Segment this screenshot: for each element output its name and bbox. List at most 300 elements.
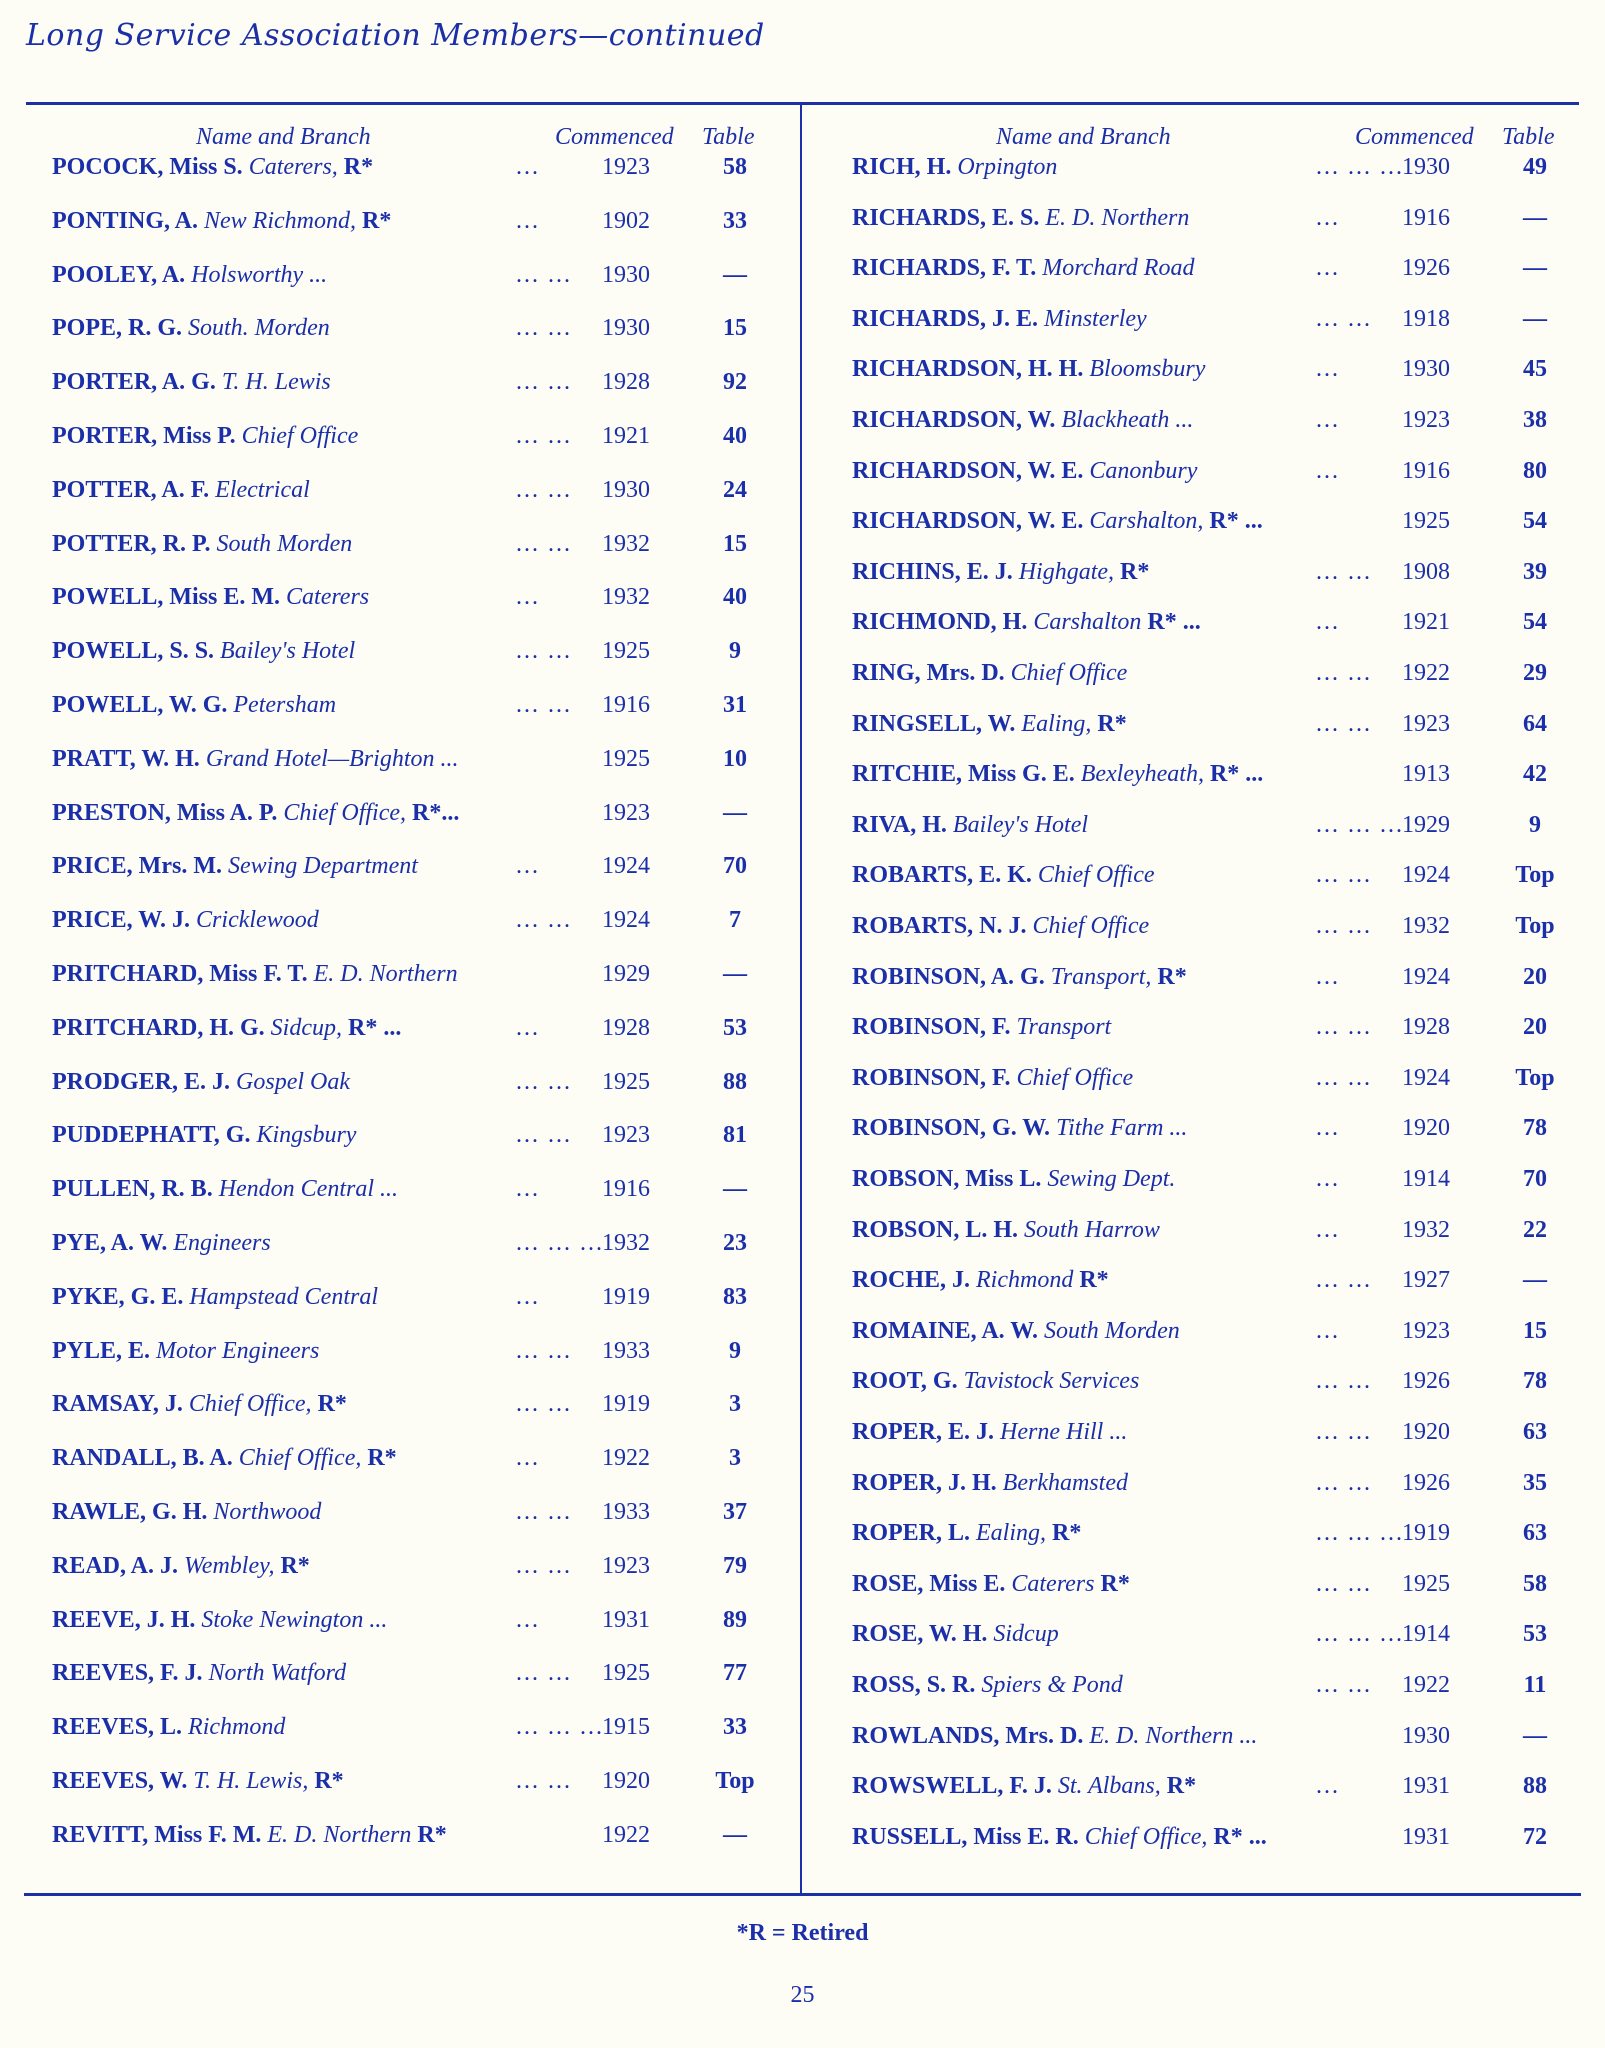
table-number: 54: [1523, 508, 1547, 535]
member-row: [800, 458, 1580, 494]
member-row: [800, 660, 1580, 696]
member-name-branch: [852, 508, 1263, 535]
member-row: [0, 531, 780, 567]
member-branch: Orpington: [957, 154, 1058, 180]
member-branch: Richmond: [976, 1267, 1074, 1294]
header-name-branch: Name and Branch: [996, 124, 1171, 150]
retired-marker: R*: [1166, 1773, 1197, 1800]
member-name: ROPER, J. H.: [852, 1469, 997, 1496]
header-name-branch: Name and Branch: [196, 124, 371, 150]
member-name: ROCHE, J.: [852, 1267, 971, 1294]
table-number: 53: [723, 1014, 747, 1041]
member-row: [0, 369, 780, 405]
member-name-branch: [852, 458, 1197, 485]
table-number: 15: [723, 530, 747, 557]
retired-marker: R*: [314, 1768, 344, 1794]
table-number: 78: [1523, 1115, 1547, 1142]
leader-dots: ...: [516, 1606, 540, 1633]
member-name: RICHARDSON, W. E.: [852, 508, 1084, 535]
member-name: PRICE, Mrs. M.: [52, 853, 222, 880]
member-row: [800, 1014, 1580, 1050]
table-number: Top: [715, 1768, 755, 1794]
member-branch: Chief Office: [1016, 1064, 1134, 1091]
member-row: [800, 1621, 1580, 1657]
member-row: [0, 961, 780, 997]
commenced-year: 1919: [602, 1283, 650, 1310]
member-name-branch: [52, 1822, 447, 1849]
commenced-year: 1933: [602, 1499, 650, 1525]
retired-marker: R*: [1157, 963, 1187, 990]
member-name-branch: [852, 1166, 1175, 1193]
member-branch: South Morden: [216, 530, 353, 557]
commenced-year: 1922: [602, 1821, 650, 1848]
member-row: [800, 913, 1580, 949]
commenced-year: 1925: [602, 1068, 650, 1095]
member-branch: Berkhamsted: [1002, 1469, 1128, 1496]
member-name: PRESTON, Miss A. P.: [52, 799, 278, 826]
member-name-branch: [852, 660, 1127, 687]
leader-dots: ... ...: [516, 692, 572, 718]
table-number: 40: [723, 423, 747, 449]
commenced-year: 1930: [1402, 154, 1450, 180]
table-number: 3: [729, 1391, 741, 1418]
leader-dots: ...: [1316, 1115, 1340, 1142]
leader-dots: ...: [1316, 204, 1340, 231]
table-number: 42: [1523, 761, 1547, 788]
member-name: RICH, H.: [852, 154, 952, 180]
member-row: [0, 853, 780, 889]
commenced-year: 1923: [602, 799, 650, 826]
commenced-year: 1925: [602, 1660, 650, 1687]
commenced-year: 1926: [1402, 1368, 1450, 1395]
member-name: REEVES, F. J.: [52, 1660, 203, 1687]
member-name: RICHARDSON, W. E.: [852, 457, 1084, 484]
member-branch: St. Albans,: [1057, 1773, 1161, 1800]
member-name: ROSE, Miss E.: [852, 1570, 1006, 1597]
member-row: [800, 1368, 1580, 1404]
member-name-branch: [52, 746, 458, 773]
member-row: [800, 964, 1580, 1000]
member-name-branch: [852, 1773, 1196, 1800]
table-number: 9: [729, 1337, 741, 1364]
member-name: POWELL, Miss E. M.: [52, 584, 281, 611]
retired-marker: R* ...: [348, 1014, 402, 1041]
leader-dots: ... ...: [516, 1660, 572, 1687]
leader-dots: ... ...: [516, 1122, 572, 1149]
commenced-year: 1914: [1402, 1166, 1450, 1192]
member-row: [800, 407, 1580, 443]
commenced-year: 1902: [602, 207, 650, 234]
table-number: 20: [1523, 963, 1547, 990]
member-row: [800, 1824, 1580, 1860]
member-branch: New Richmond,: [204, 207, 356, 234]
member-branch: Hendon Central ...: [218, 1176, 399, 1203]
member-name: ROBINSON, G. W.: [852, 1115, 1051, 1142]
member-branch: Herne Hill ...: [1000, 1419, 1128, 1445]
commenced-year: 1924: [1402, 862, 1450, 889]
member-name-branch: [52, 1122, 356, 1149]
member-branch: Chief Office,: [1084, 1823, 1208, 1850]
commenced-year: 1928: [1402, 1014, 1450, 1041]
member-branch: E. D. Northern: [1045, 204, 1190, 231]
member-name: POWELL, W. G.: [52, 692, 228, 718]
member-row: [0, 208, 780, 244]
commenced-year: 1922: [1402, 660, 1450, 686]
member-name-branch: [852, 1217, 1160, 1244]
table-number: 88: [1523, 1773, 1547, 1800]
member-branch: Gospel Oak: [236, 1068, 350, 1095]
leader-dots: ... ...: [1316, 862, 1372, 889]
table-number: 33: [723, 207, 747, 234]
leader-dots: ...: [516, 1283, 540, 1310]
commenced-year: 1920: [1402, 1419, 1450, 1445]
table-number: 64: [1523, 710, 1547, 737]
member-row: [800, 862, 1580, 898]
retired-marker: R*: [280, 1552, 310, 1579]
member-name-branch: [52, 1445, 397, 1472]
member-name: ROWLANDS, Mrs. D.: [852, 1722, 1084, 1749]
commenced-year: 1923: [1402, 407, 1450, 433]
member-row: [0, 746, 780, 782]
member-name-branch: [852, 1419, 1127, 1446]
member-name-branch: [852, 407, 1193, 434]
member-name: PRICE, W. J.: [52, 907, 191, 934]
member-name: RUSSELL, Miss E. R.: [852, 1823, 1079, 1850]
commenced-year: 1922: [1402, 1672, 1450, 1698]
table-number: —: [1523, 1267, 1547, 1294]
member-row: [0, 1284, 780, 1320]
retired-marker: R*: [1052, 1520, 1082, 1547]
member-row: [0, 1015, 780, 1051]
member-name: RANDALL, B. A.: [52, 1445, 233, 1472]
member-row: [800, 1672, 1580, 1708]
member-branch: Tavistock Services: [963, 1368, 1140, 1395]
member-name: REEVE, J. H.: [52, 1606, 196, 1633]
table-number: 3: [729, 1445, 741, 1472]
member-branch: T. H. Lewis,: [193, 1768, 309, 1794]
member-row: [0, 423, 780, 459]
table-number: 70: [723, 853, 747, 880]
member-name-branch: [52, 1176, 398, 1203]
member-name-branch: [52, 584, 369, 611]
commenced-year: 1922: [602, 1445, 650, 1472]
member-name-branch: [52, 1660, 346, 1687]
member-name-branch: [52, 1499, 321, 1526]
member-name: POCOCK, Miss S.: [52, 154, 243, 180]
header-table: Table: [1502, 124, 1555, 150]
table-number: —: [723, 961, 747, 987]
commenced-year: 1913: [1402, 761, 1450, 788]
table-number: 72: [1523, 1823, 1547, 1850]
member-name: RING, Mrs. D.: [852, 660, 1005, 686]
leader-dots: ... ... ...: [516, 1230, 604, 1256]
member-row: [800, 609, 1580, 645]
member-name: ROPER, L.: [852, 1520, 971, 1547]
member-row: [800, 1267, 1580, 1303]
leader-dots: ... ...: [516, 261, 572, 288]
member-name: PYLE, E.: [52, 1337, 151, 1364]
table-number: 81: [723, 1122, 747, 1149]
leader-dots: ... ...: [516, 315, 572, 342]
commenced-year: 1925: [1402, 508, 1450, 535]
retired-marker: R*: [1100, 1570, 1130, 1597]
retired-marker: R*: [417, 1821, 447, 1848]
commenced-year: 1914: [1402, 1621, 1450, 1648]
table-number: 78: [1523, 1368, 1547, 1395]
member-row: [0, 1499, 780, 1535]
member-branch: Chief Office,: [188, 1391, 312, 1418]
member-name: POTTER, R. P.: [52, 530, 211, 557]
commenced-year: 1923: [602, 1552, 650, 1579]
commenced-year: 1924: [1402, 1064, 1450, 1091]
member-branch: Cricklewood: [196, 907, 319, 934]
member-name: POTTER, A. F.: [52, 476, 210, 503]
leader-dots: ... ...: [516, 1552, 572, 1579]
member-name-branch: [52, 531, 352, 558]
member-name-branch: [852, 1014, 1111, 1041]
member-branch: Hampstead Central: [189, 1283, 379, 1310]
member-name-branch: [852, 306, 1147, 333]
member-name-branch: [852, 205, 1189, 232]
table-number: 88: [723, 1068, 747, 1095]
member-branch: Wembley,: [184, 1552, 275, 1579]
table-number: 24: [723, 476, 747, 503]
member-row: [800, 1773, 1580, 1809]
member-name-branch: [52, 154, 373, 181]
member-branch: Petersham: [233, 692, 337, 718]
leader-dots: ...: [1316, 609, 1340, 636]
retired-marker: R* ...: [1209, 508, 1263, 535]
table-number: 40: [723, 584, 747, 611]
member-name-branch: [52, 1391, 347, 1418]
leader-dots: ... ...: [1316, 558, 1372, 585]
top-rule: [26, 102, 1579, 105]
member-name-branch: [852, 1267, 1109, 1294]
member-name-branch: [852, 1318, 1180, 1345]
member-row: [800, 1115, 1580, 1151]
member-name-branch: [52, 1015, 401, 1042]
leader-dots: ... ... ...: [1316, 811, 1404, 838]
leader-dots: ... ...: [516, 423, 572, 449]
member-name-branch: [52, 1714, 285, 1741]
member-name: RICHARDS, E. S.: [852, 204, 1040, 231]
table-number: Top: [1515, 1064, 1555, 1091]
commenced-year: 1923: [1402, 710, 1450, 737]
member-branch: Carshalton: [1033, 609, 1142, 636]
member-name-branch: [52, 1338, 319, 1365]
member-branch: Caterers,: [248, 154, 338, 180]
member-name: PRITCHARD, H. G.: [52, 1014, 265, 1041]
leader-dots: ...: [516, 154, 540, 180]
member-name: ROOT, G.: [852, 1368, 958, 1395]
member-branch: Carshalton,: [1089, 508, 1204, 535]
table-number: 10: [723, 745, 747, 772]
commenced-year: 1920: [1402, 1115, 1450, 1142]
commenced-year: 1924: [602, 853, 650, 880]
member-branch: E. D. Northern ...: [1089, 1722, 1258, 1749]
leader-dots: ...: [516, 1176, 540, 1203]
leader-dots: ... ...: [1316, 1419, 1372, 1445]
member-row: [800, 205, 1580, 241]
commenced-year: 1932: [602, 1230, 650, 1256]
retired-marker: R* ...: [1147, 609, 1201, 636]
member-name: PULLEN, R. B.: [52, 1176, 213, 1203]
table-number: —: [723, 1176, 747, 1203]
table-number: 33: [723, 1714, 747, 1741]
leader-dots: ... ...: [516, 638, 572, 665]
table-number: —: [1523, 1722, 1547, 1749]
member-name: POWELL, S. S.: [52, 638, 215, 665]
member-name: REVITT, Miss F. M.: [52, 1821, 262, 1848]
member-row: [0, 907, 780, 943]
member-row: [800, 154, 1580, 190]
leader-dots: ... ... ...: [516, 1714, 604, 1741]
member-name: PYKE, G. E.: [52, 1283, 184, 1310]
member-branch: Northwood: [213, 1499, 322, 1525]
member-name: PONTING, A.: [52, 207, 199, 234]
member-row: [0, 638, 780, 674]
member-row: [800, 1419, 1580, 1455]
table-number: 31: [723, 692, 747, 718]
table-number: 89: [723, 1606, 747, 1633]
leader-dots: ... ...: [1316, 1469, 1372, 1496]
leader-dots: ... ...: [1316, 305, 1372, 332]
member-branch: E. D. Northern: [267, 1821, 412, 1848]
leader-dots: ... ...: [516, 907, 572, 934]
member-name-branch: [852, 356, 1205, 383]
commenced-year: 1932: [1402, 1216, 1450, 1243]
commenced-year: 1919: [602, 1391, 650, 1418]
retired-marker: R* ...: [1213, 1823, 1267, 1850]
member-name: REEVES, L.: [52, 1714, 183, 1741]
member-row: [0, 584, 780, 620]
commenced-year: 1918: [1402, 305, 1450, 332]
member-name: ROMAINE, A. W.: [852, 1317, 1039, 1344]
member-name: ROBSON, Miss L.: [852, 1166, 1042, 1192]
member-name: RINGSELL, W.: [852, 710, 1016, 737]
member-branch: Sewing Dept.: [1047, 1166, 1176, 1192]
member-row: [0, 1176, 780, 1212]
member-branch: Ealing,: [1021, 710, 1092, 737]
member-name: ROBINSON, A. G.: [852, 963, 1045, 990]
member-branch: Chief Office: [1010, 660, 1128, 686]
member-row: [0, 1069, 780, 1105]
member-name: PUDDEPHATT, G.: [52, 1122, 251, 1149]
member-name: RIVA, H.: [852, 811, 947, 838]
leader-dots: ... ... ...: [1316, 1520, 1404, 1547]
retired-marker: R*: [1079, 1267, 1109, 1294]
commenced-year: 1931: [602, 1606, 650, 1633]
member-row: [800, 1520, 1580, 1556]
leader-dots: ...: [1316, 1216, 1340, 1243]
member-name-branch: [852, 913, 1149, 940]
member-branch: T. H. Lewis: [221, 369, 331, 396]
member-row: [800, 812, 1580, 848]
member-name: PRATT, W. H.: [52, 745, 200, 772]
table-number: 38: [1523, 407, 1547, 433]
leader-dots: ...: [516, 1445, 540, 1472]
table-number: —: [1523, 305, 1547, 332]
leader-dots: ... ... ...: [1316, 154, 1404, 180]
leader-dots: ... ...: [1316, 1267, 1372, 1294]
member-name-branch: [52, 1607, 387, 1634]
member-name: ROSS, S. R.: [852, 1672, 976, 1698]
member-name-branch: [852, 1621, 1059, 1648]
leader-dots: ... ...: [1316, 660, 1372, 686]
member-name: RICHINS, E. J.: [852, 558, 1013, 585]
member-name: RICHARDS, F. T.: [852, 255, 1037, 282]
member-name-branch: [52, 477, 310, 504]
table-number: 9: [729, 638, 741, 665]
member-row: [800, 1166, 1580, 1202]
member-name: POPE, R. G.: [52, 315, 182, 342]
leader-dots: ...: [1316, 1317, 1340, 1344]
member-row: [0, 1660, 780, 1696]
table-number: —: [1523, 255, 1547, 282]
commenced-year: 1933: [602, 1337, 650, 1364]
member-name-branch: [52, 262, 327, 289]
commenced-year: 1923: [602, 1122, 650, 1149]
member-branch: Electrical: [215, 476, 310, 503]
member-branch: Bexleyheath,: [1080, 761, 1204, 788]
member-name-branch: [52, 1768, 344, 1795]
member-branch: Engineers: [173, 1230, 271, 1256]
table-number: 83: [723, 1283, 747, 1310]
member-row: [800, 1470, 1580, 1506]
retired-footnote: *R = Retired: [736, 1920, 869, 1946]
leader-dots: ...: [516, 584, 540, 611]
member-name-branch: [52, 1553, 310, 1580]
member-row: [800, 711, 1580, 747]
member-row: [800, 1571, 1580, 1607]
commenced-year: 1916: [1402, 204, 1450, 231]
member-branch: Blackheath ...: [1061, 407, 1194, 433]
table-number: 79: [723, 1552, 747, 1579]
commenced-year: 1925: [602, 638, 650, 665]
table-number: 77: [723, 1660, 747, 1687]
table-number: 58: [723, 154, 747, 180]
leader-dots: ... ...: [516, 1337, 572, 1364]
member-name-branch: [852, 1065, 1133, 1092]
member-name: ROSE, W. H.: [852, 1621, 988, 1648]
table-number: 70: [1523, 1166, 1547, 1192]
member-row: [0, 1768, 780, 1804]
header-commenced: Commenced: [1355, 124, 1474, 150]
member-name-branch: [852, 1470, 1128, 1497]
table-number: —: [723, 799, 747, 826]
member-row: [0, 315, 780, 351]
retired-marker: R* ...: [1209, 761, 1264, 788]
leader-dots: ...: [1316, 1166, 1340, 1192]
member-branch: Richmond: [188, 1714, 286, 1741]
member-name-branch: [852, 1571, 1130, 1598]
leader-dots: ... ...: [516, 1499, 572, 1525]
member-name-branch: [852, 559, 1149, 586]
leader-dots: ... ...: [1316, 710, 1372, 737]
leader-dots: ... ...: [1316, 1368, 1372, 1395]
member-name: ROPER, E. J.: [852, 1419, 995, 1445]
member-name: ROWSWELL, F. J.: [852, 1773, 1052, 1800]
member-branch: Chief Office: [241, 423, 359, 449]
table-number: 80: [1523, 457, 1547, 484]
member-branch: Chief Office,: [283, 799, 407, 826]
member-name-branch: [52, 369, 331, 396]
member-branch: South. Morden: [188, 315, 330, 342]
member-name: ROBINSON, F.: [852, 1064, 1011, 1091]
commenced-year: 1923: [1402, 1317, 1450, 1344]
table-number: 22: [1523, 1216, 1547, 1243]
commenced-year: 1927: [1402, 1267, 1450, 1294]
